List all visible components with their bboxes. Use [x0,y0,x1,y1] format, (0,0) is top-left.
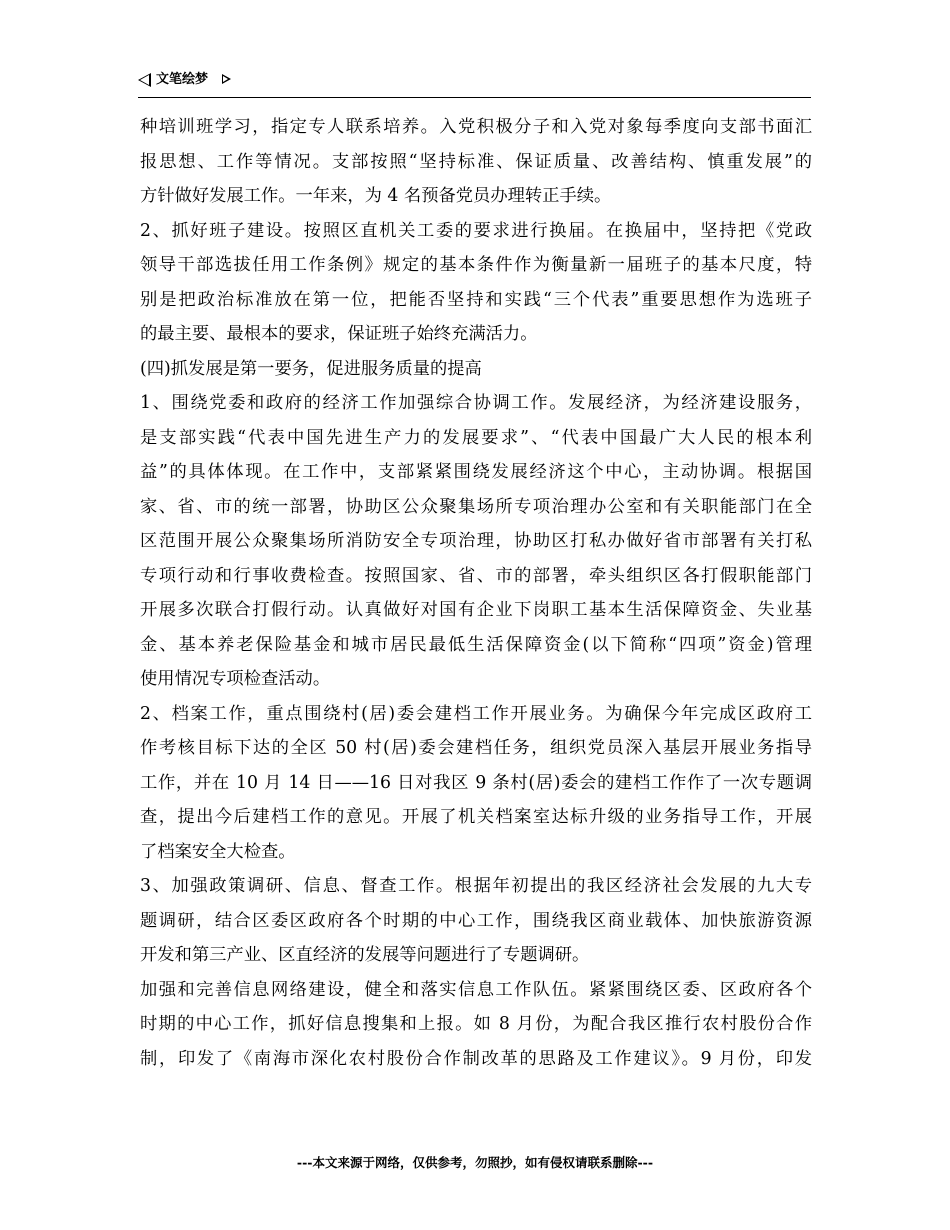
text-line: 金、基本养老保险基金和城市居民最低生活保障资金(以下简称“四项”资金)管理 [140,634,812,655]
document-body [140,110,812,1076]
text-line: 了档案安全大检查。 [140,841,296,862]
text-line: 开展多次联合打假行动。认真做好对国有企业下岗职工基本生活保障资金、失业基 [140,600,812,620]
text-line: 益”的具体体现。在工作中，支部紧紧围绕发展经济这个中心，主动协调。根据国 [140,462,812,482]
text-line: 3、加强政策调研、信息、督查工作。根据年初提出的我区经济社会发展的九大专 [140,876,812,896]
page-header [138,70,811,98]
text-line: 区范围开展公众聚集场所消防安全专项治理，协助区打私办做好省市部署有关打私 [140,531,812,551]
header-title: 文笔绘梦 [156,72,209,87]
triangle-left-icon [138,73,151,87]
text-line: 专项行动和行事收费检查。按照国家、省、市的部署，牵头组织区各打假职能部门 [140,565,812,586]
text-line: 时期的中心工作，抓好信息搜集和上报。如 8 月份，为配合我区推行农村股份合作 [140,1014,812,1034]
text-line: 2、抓好班子建设。按照区直机关工委的要求进行换届。在换届中，坚持把《党政 [140,220,812,241]
triangle-right-icon [222,74,231,84]
text-line: 别是把政治标准放在第一位，把能否坚持和实践“三个代表”重要思想作为选班子 [140,289,812,310]
text-line: 报思想、工作等情况。支部按照“坚持标准、保证质量、改善结构、慎重发展”的 [140,151,812,172]
text-line: 加强和完善信息网络建设，健全和落实信息工作队伍。紧紧围绕区委、区政府各个 [140,979,812,1000]
text-line: 查，提出今后建档工作的意见。开展了机关档案室达标升级的业务指导工作，开展 [140,807,812,827]
text-line: 工作，并在 10 月 14 日——16 日对我区 9 条村(居)委会的建档工作作了一次专题调 [140,772,812,793]
section-heading: (四)抓发展是第一要务，促进服务质量的提高 [140,358,482,379]
page-footer: ---本文来源于网络，仅供参考，勿照抄，如有侵权请联系删除--- [296,1155,654,1170]
text-line: 1、围绕党委和政府的经济工作加强综合协调工作。发展经济，为经济建设服务， [140,393,812,413]
text-line: 领导干部选拔任用工作条例》规定的基本条件作为衡量新一届班子的基本尺度，特 [140,255,812,275]
text-line: 题调研，结合区委区政府各个时期的中心工作，围绕我区商业载体、加快旅游资源 [140,910,812,931]
text-line: 种培训班学习，指定专人联系培养。入党积极分子和入党对象每季度向支部书面汇 [140,117,812,137]
text-line: 方针做好发展工作。一年来，为 4 名预备党员办理转正手续。 [140,186,612,206]
text-line: 开发和第三产业、区直经济的发展等问题进行了专题调研。 [140,945,590,965]
text-line: 是支部实践“代表中国先进生产力的发展要求”、“代表中国最广大人民的根本利 [140,427,812,448]
text-line: 家、省、市的统一部署，协助区公众聚集场所专项治理办公室和有关职能部门在全 [140,496,812,517]
text-line: 的最主要、最根本的要求，保证班子始终充满活力。 [140,324,538,344]
text-line: 制，印发了《南海市深化农村股份合作制改革的思路及工作建议》。9 月份，印发 [140,1048,812,1069]
text-line: 作考核目标下达的全区 50 村(居)委会建档任务，组织党员深入基层开展业务指导 [140,738,812,758]
text-line: 2、档案工作，重点围绕村(居)委会建档工作开展业务。为确保今年完成区政府工 [140,703,812,724]
text-line: 使用情况专项检查活动。 [140,669,331,689]
